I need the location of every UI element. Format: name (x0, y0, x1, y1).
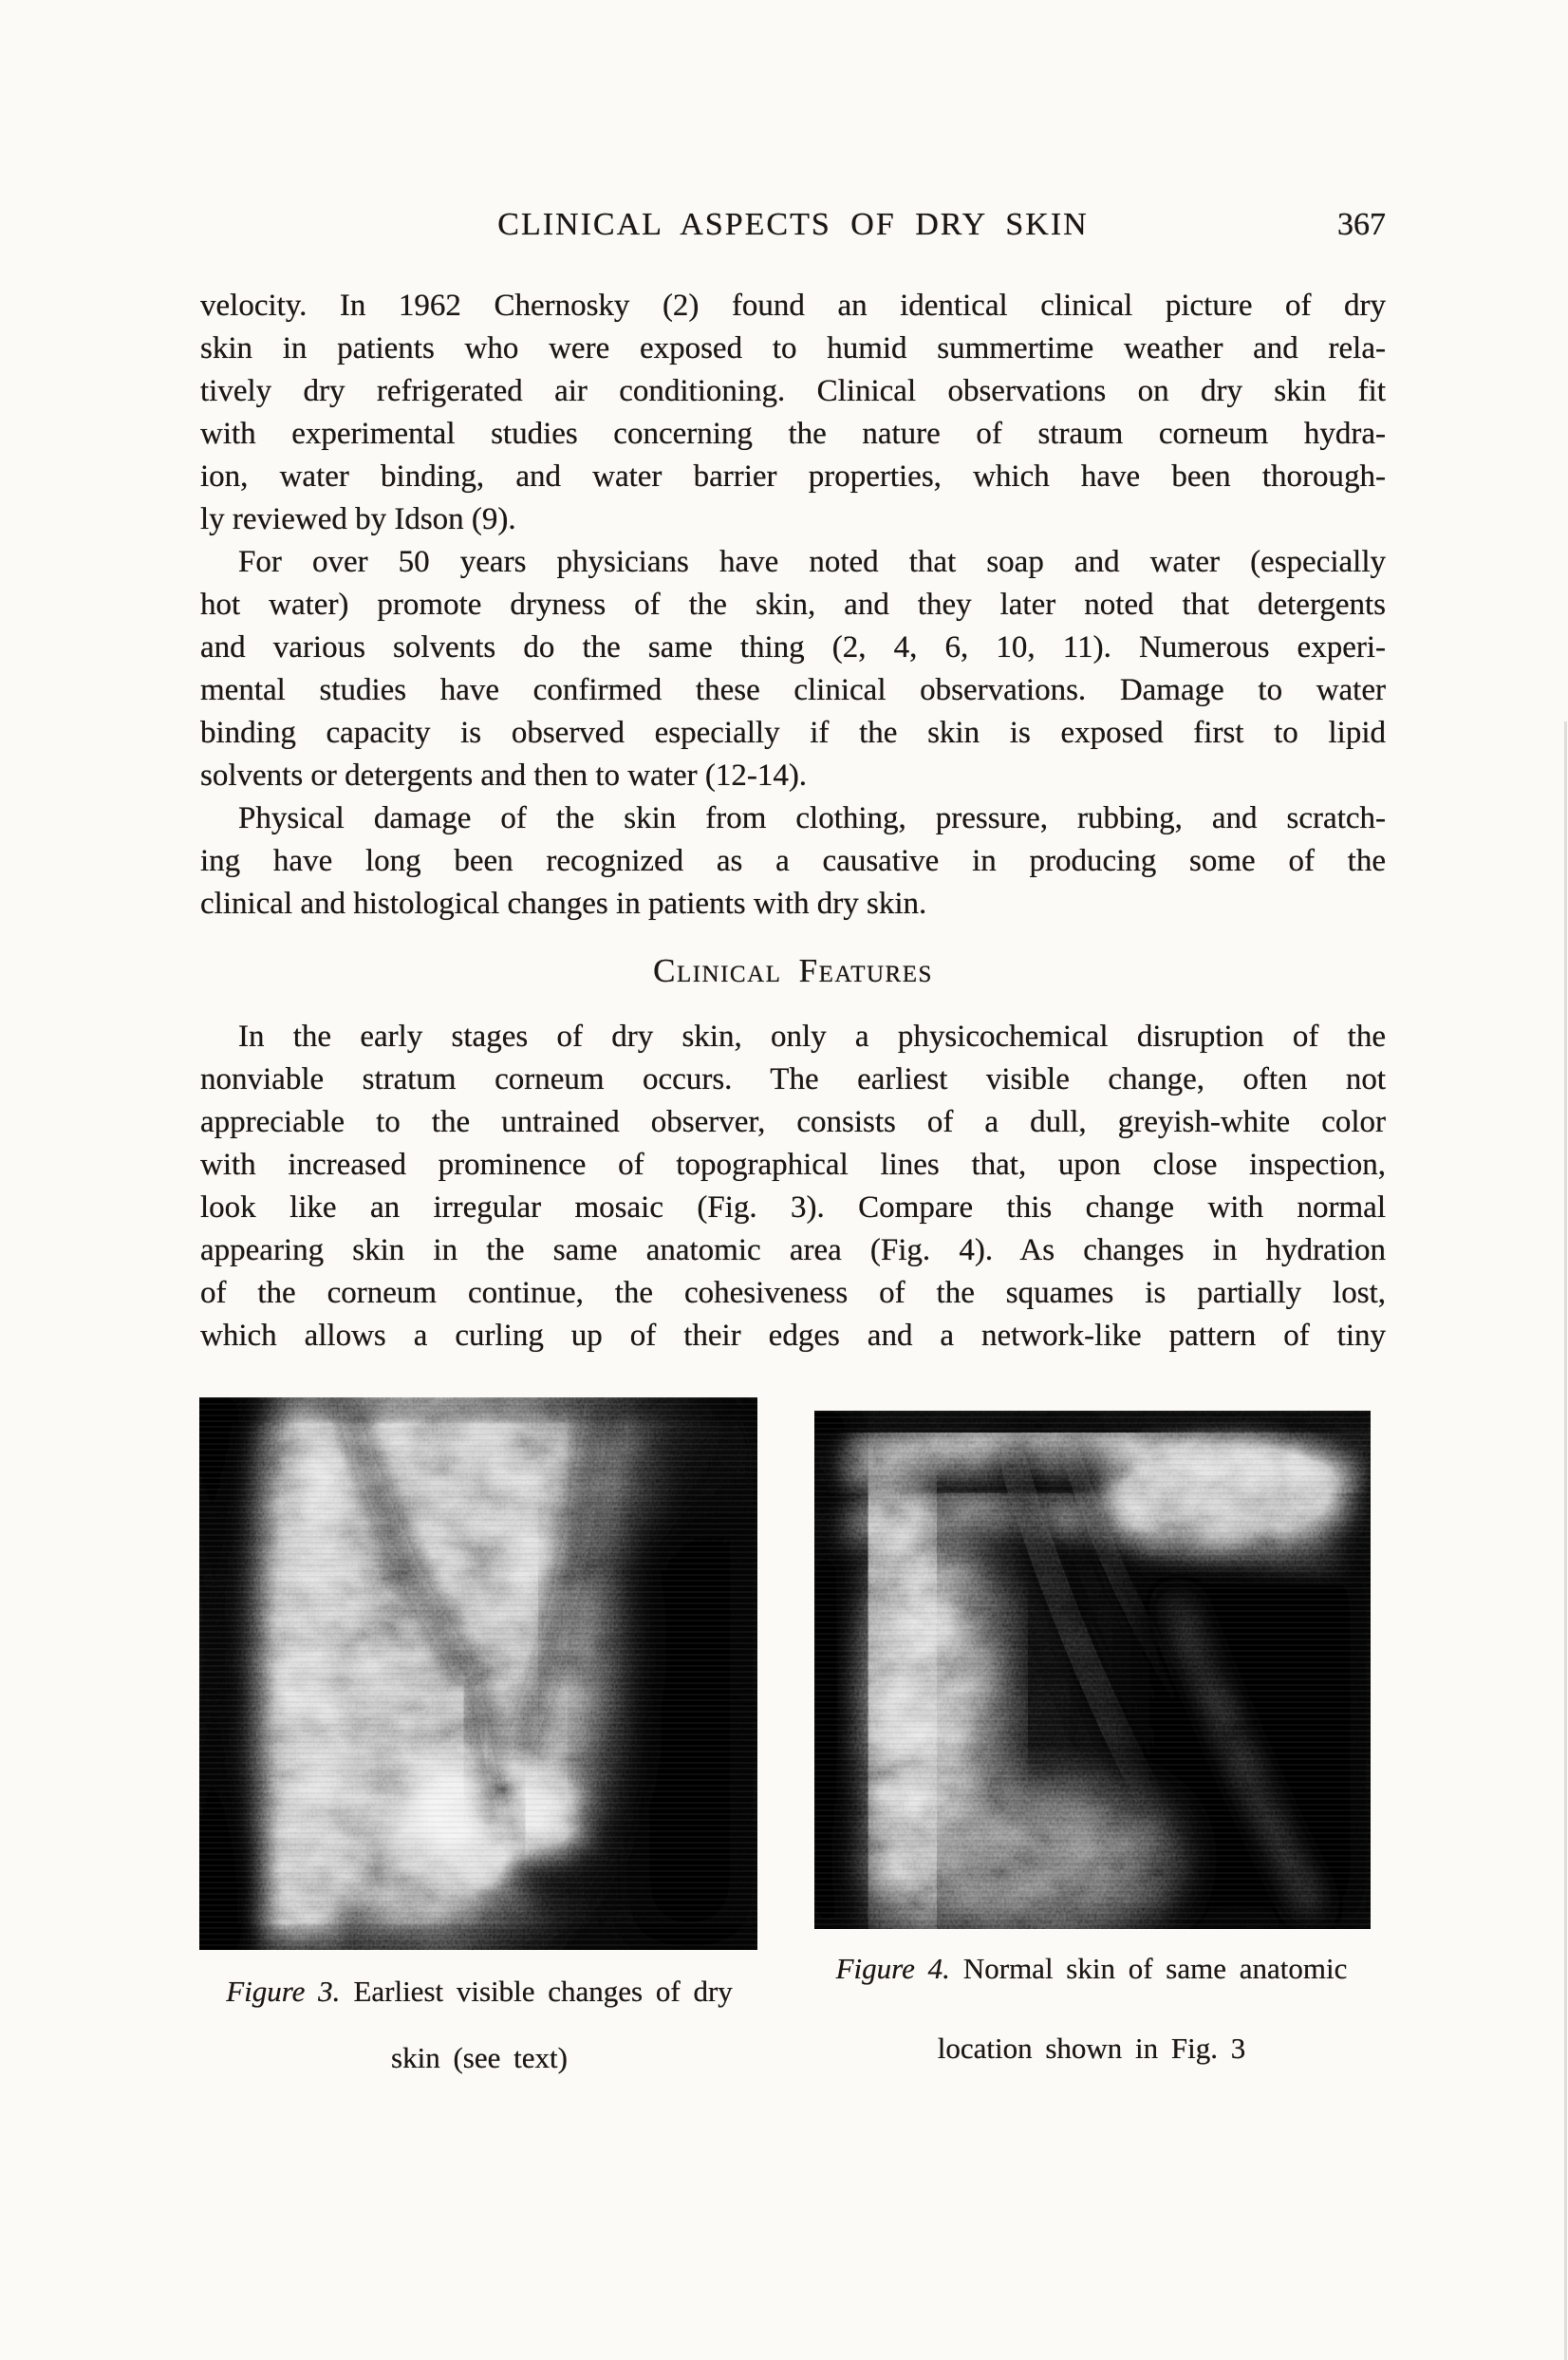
text-line: hot water) promote dryness of the skin, and they later noted that detergents (200, 588, 1386, 622)
text-line: binding capacity is observed especially if the skin is exposed first to lipid (200, 716, 1386, 750)
text-line: solvents or detergents and then to water (12-14). (200, 759, 808, 793)
figure-3-caption-line-1 (142, 1973, 816, 2011)
page-title: CLINICAL ASPECTS OF DRY SKIN (497, 207, 1089, 242)
text-line: with increased prominence of topographical lines that, upon close inspection, (200, 1148, 1386, 1182)
text-line: appreciable to the untrained observer, consists of a dull, greyish-white color (200, 1105, 1386, 1139)
paragraph (200, 797, 1386, 926)
paragraph (200, 285, 1386, 541)
running-head (200, 207, 1386, 254)
text-line: ly reviewed by Idson (9). (200, 502, 516, 536)
figure-4-caption-text: Normal skin of same anatomic (962, 1952, 1348, 1985)
section-heading: Clinical Features (653, 952, 933, 989)
text-line: appearing skin in the same anatomic area (Fig. 4). As changes in hydration (200, 1233, 1386, 1267)
text-line: tively dry refrigerated air conditioning. Clinical observations on dry skin fit (200, 374, 1386, 408)
figure-4-caption-line-2: location shown in Fig. 3 (937, 2032, 1246, 2065)
text-line: Physical damage of the skin from clothing, pressure, rubbing, and scratch- (238, 801, 1386, 835)
figure-3-caption-text: Earliest visible changes of dry (353, 1975, 733, 2008)
scanned-page-edge (1564, 721, 1567, 2360)
paragraph (200, 541, 1386, 797)
text-line: velocity. In 1962 Chernosky (2) found an identical clinical picture of dry (200, 289, 1386, 323)
text-line: of the corneum continue, the cohesiveness of the squames is partially lost, (200, 1276, 1386, 1310)
figure-4-label: Figure 4. (835, 1952, 950, 1985)
text-line: skin in patients who were exposed to humid summertime weather and rela- (200, 331, 1386, 365)
text-line: mental studies have confirmed these clinical observations. Damage to water (200, 673, 1386, 707)
page-number: 367 (1337, 207, 1386, 242)
text-line: For over 50 years physicians have noted that soap and water (especially (238, 545, 1386, 579)
text-line: In the early stages of dry skin, only a physicochemical disruption of the (238, 1020, 1386, 1054)
paragraph (200, 1016, 1386, 1358)
text-line: ing have long been recognized as a causative in producing some of the (200, 844, 1386, 878)
figure-3-label: Figure 3. (226, 1975, 341, 2008)
body-text (200, 285, 1386, 1358)
text-line: clinical and histological changes in patients with dry skin. (200, 887, 927, 921)
figure-4-photo-normal-skin (814, 1411, 1371, 1929)
figure-4-caption-line-1 (797, 1950, 1386, 1988)
text-line: ion, water binding, and water barrier properties, which have been thorough- (200, 459, 1386, 494)
skin-photo-normal-image (814, 1411, 1371, 1929)
text-line: which allows a curling up of their edges and a network-like pattern of tiny (200, 1319, 1386, 1353)
text-line: look like an irregular mosaic (Fig. 3). Compare this change with normal (200, 1190, 1386, 1225)
text-line: with experimental studies concerning the nature of straum corneum hydra- (200, 417, 1386, 451)
text-line: and various solvents do the same thing (2, 4, 6, 10, 11). Numerous experi- (200, 630, 1386, 665)
figure-3-caption-line-2: skin (see text) (391, 2041, 568, 2074)
figure-3-photo-dry-skin (199, 1397, 757, 1950)
skin-photo-dry-image (199, 1397, 757, 1950)
text-line: nonviable stratum corneum occurs. The earliest visible change, often not (200, 1062, 1386, 1096)
